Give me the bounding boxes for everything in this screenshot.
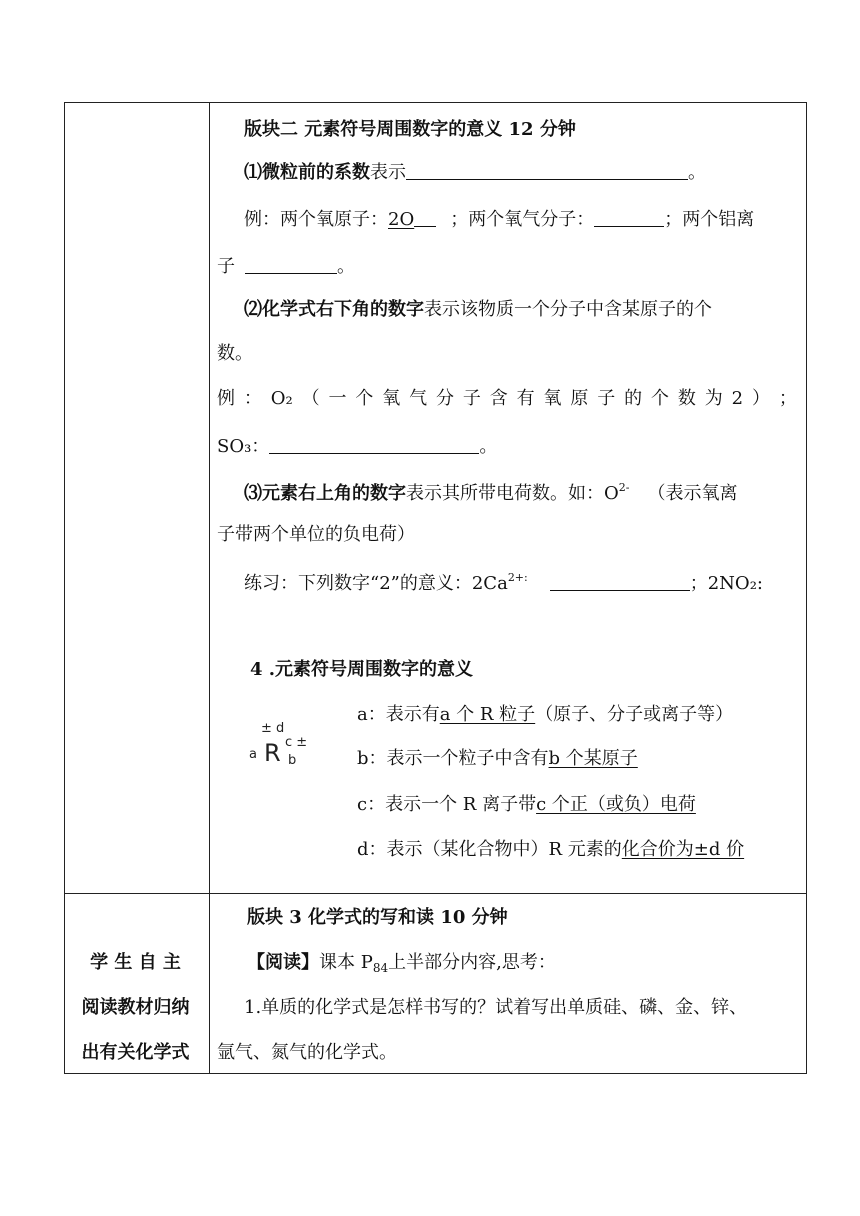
period: 。 (688, 162, 706, 183)
ex1-prefix: 例：两个氧原子： (244, 209, 388, 230)
item1-line (244, 163, 706, 182)
meaning-d-underlined: 化合价为±d 价 (621, 839, 745, 860)
item3-after: （表示氧离 (647, 483, 738, 504)
meaning-a-underlined: a 个 R 粒子 (439, 704, 536, 725)
symbol-R: R (264, 739, 281, 767)
ex2-char: ； (778, 388, 797, 409)
meaning-d-prefix: d：表示（某化合物中）R 元素的 (357, 839, 622, 860)
example1-line2 (217, 257, 355, 276)
meaning-d (357, 841, 744, 859)
section3-heading: 版块 3 化学式的写和读 10 分钟 (247, 907, 508, 928)
ex2-blank[interactable] (269, 437, 479, 454)
practice-sep: ；2NO₂: (689, 573, 763, 594)
item1-label: ⑴微粒前的系数 (244, 162, 370, 183)
ex2-char: 为 (704, 388, 723, 409)
reading-line (247, 954, 556, 974)
item2-line2: 数。 (217, 343, 253, 364)
ex2-char: 例 (217, 388, 235, 409)
ex2-char: ： (243, 388, 262, 409)
ex1-line2: 子 (217, 256, 235, 277)
row-divider (65, 893, 806, 894)
item3-sup: 2- (618, 481, 630, 494)
ex2-char: 一 (328, 388, 347, 409)
meaning-a-suffix: （原子、分子或离子等） (535, 704, 734, 725)
period: 。 (337, 256, 355, 277)
left-col-line2: 阅读教材归纳 (81, 997, 190, 1018)
ex2-char: 分 (435, 388, 454, 409)
ex2-char: O₂ (270, 388, 293, 409)
example2-line (217, 390, 797, 408)
ex2-char: 个 (355, 388, 374, 409)
meaning-b-underlined: b 个某原子 (548, 748, 638, 769)
meaning-a-prefix: a：表示有 (357, 704, 440, 725)
meaning-c-underlined: c 个正（或负）电荷 (536, 794, 696, 815)
example1-line (244, 210, 754, 229)
meaning-b (357, 750, 638, 768)
example2-line2 (217, 437, 497, 456)
ex2-char: 有 (516, 388, 535, 409)
read-rest-2: 上半部分内容,思考： (388, 952, 556, 973)
ex2-char: 气 (409, 388, 428, 409)
left-col-line3: 出有关化学式 (81, 1042, 190, 1063)
ex2-char: 含 (489, 388, 508, 409)
item3-line (244, 482, 737, 503)
meaning-b-prefix: b：表示一个粒子中含有 (357, 748, 549, 769)
item2-line (244, 301, 712, 319)
item3-rest: 表示其所带电荷数。如：O (406, 483, 619, 504)
item3-label: ⑶元素右上角的数字 (244, 483, 406, 504)
ex2-char: 氧 (543, 388, 562, 409)
ex2-char: 氧 (382, 388, 401, 409)
ex1-blank2[interactable] (245, 257, 337, 274)
period: 。 (479, 436, 498, 457)
practice-line (244, 572, 763, 593)
ex2-char: 数 (677, 388, 696, 409)
ex1-mid2: ；两个铝离 (664, 209, 755, 230)
ex1-answer-underline (414, 210, 436, 227)
question1-line2: 氩气、氮气的化学式。 (217, 1042, 397, 1063)
section4-heading: 4 .元素符号周围数字的意义 (250, 659, 474, 680)
left-col-line1: 学 生 自 主 (90, 952, 181, 973)
item2-rest: 表示该物质一个分子中含某原子的个 (424, 299, 712, 320)
ex2-char: 个 (650, 388, 669, 409)
ex2-char: 2 (731, 388, 744, 409)
item1-blank[interactable] (406, 163, 688, 180)
item2-label: ⑵化学式右下角的数字 (244, 299, 424, 320)
practice-blank[interactable] (550, 574, 690, 591)
meaning-c (357, 796, 696, 814)
ex2-char: 原 (570, 388, 589, 409)
symbol-pm-d: ± d (261, 721, 285, 736)
column-divider (209, 103, 210, 1073)
ex1-blank1[interactable] (594, 210, 664, 227)
ex2-char: 的 (624, 388, 643, 409)
question1-line1: 1.单质的化学式是怎样书写的？试着写出单质硅、磷、金、锌、 (244, 997, 748, 1018)
meaning-c-prefix: c：表示一个 R 离子带 (357, 794, 537, 815)
so3-label: SO₃： (217, 436, 270, 457)
symbol-c-pm: c ± (285, 735, 308, 750)
read-label: 【阅读】 (247, 952, 319, 973)
ex1-mid: ；两个氧气分子： (450, 209, 595, 230)
read-rest-1: 课本 P (319, 952, 373, 973)
ex2-char: ） (751, 388, 770, 409)
meaning-a (357, 706, 733, 724)
ex2-char: 子 (597, 388, 616, 409)
symbol-a: a (249, 747, 257, 762)
ex2-char: （ (301, 388, 320, 409)
symbol-b: b (288, 753, 297, 768)
practice-prefix: 练习：下列数字“2”的意义：2Ca (244, 573, 508, 594)
ex1-answer: 2O (388, 209, 415, 230)
practice-sup: 2+: (507, 571, 528, 584)
ex2-char: 子 (462, 388, 481, 409)
item3-line2: 子带两个单位的负电荷） (217, 524, 415, 545)
section2-heading: 版块二 元素符号周围数字的意义 12 分钟 (244, 119, 576, 140)
read-sub: 84 (372, 961, 389, 975)
item1-rest: 表示 (370, 162, 406, 183)
